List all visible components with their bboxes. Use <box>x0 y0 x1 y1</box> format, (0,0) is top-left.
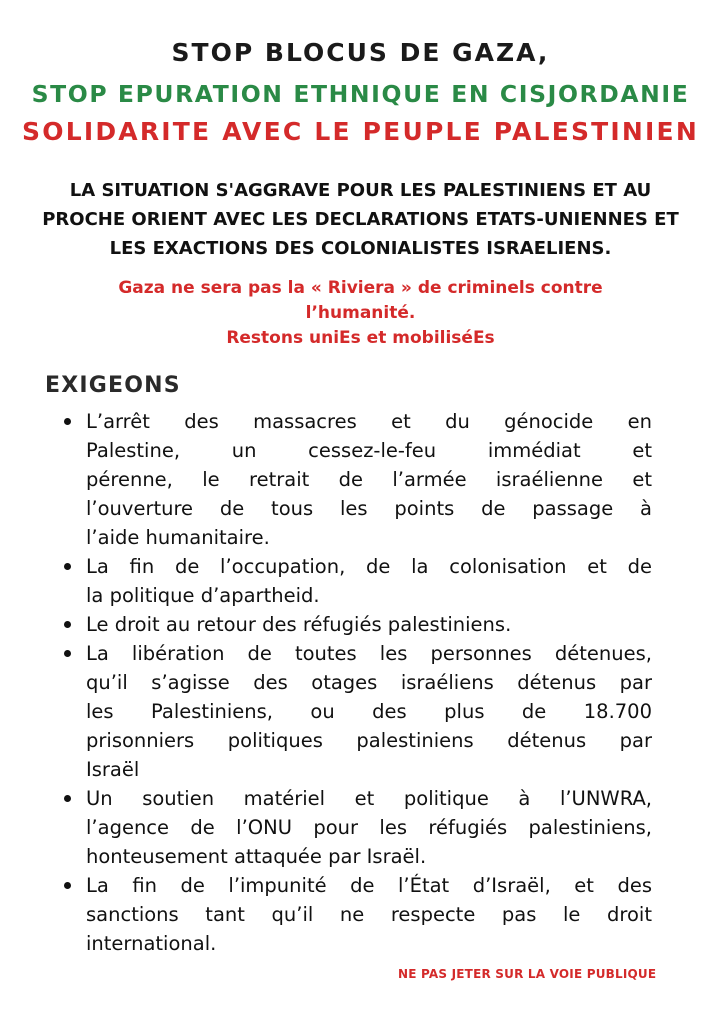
headline-stop-epuration: STOP EPURATION ETHNIQUE EN CISJORDANIE <box>31 80 690 108</box>
demand-line: L’arrêt des massacres et du génocide en <box>86 410 652 433</box>
bullet-icon <box>64 563 71 570</box>
demands-heading: EXIGEONS <box>45 373 181 398</box>
demand-line: La fin de l’impunité de l’État d’Israël, et des <box>86 874 652 897</box>
demand-line: Israël <box>86 758 140 781</box>
demand-line: international. <box>86 932 217 955</box>
list-item <box>52 610 652 639</box>
demand-line: La libération de toutes les personnes détenues, <box>86 642 652 665</box>
headline-solidarite: SOLIDARITE AVEC LE PEUPLE PALESTINIEN <box>22 117 699 146</box>
slogan-line: Restons uniEs et mobiliséEs <box>226 328 495 348</box>
bullet-icon <box>64 621 71 628</box>
demand-line: prisonniers politiques palestiniens détenus par <box>86 729 652 752</box>
slogan-block <box>20 276 701 351</box>
list-item <box>52 784 652 871</box>
bullet-icon <box>64 882 71 889</box>
demand-line: l’ouverture de tous les points de passage à <box>86 497 652 520</box>
slogan-line: l’humanité. <box>305 303 416 323</box>
bullet-icon <box>64 418 71 425</box>
demand-line: La fin de l’occupation, de la colonisation et de <box>86 555 652 578</box>
demand-line: l’aide humanitaire. <box>86 526 270 549</box>
demand-line: qu’il s’agisse des otages israéliens détenus par <box>86 671 652 694</box>
demand-line: Palestine, un cessez-le-feu immédiat et <box>86 439 652 462</box>
demand-line: pérenne, le retrait de l’armée israélienne et <box>86 468 652 491</box>
bullet-icon <box>64 795 71 802</box>
situation-statement <box>20 176 701 263</box>
demand-line: sanctions tant qu’il ne respecte pas le droit <box>86 903 652 926</box>
footer-note: NE PAS JETER SUR LA VOIE PUBLIQUE <box>398 967 657 981</box>
demand-line: les Palestiniens, ou des plus de 18.700 <box>86 700 652 723</box>
list-item <box>52 407 652 552</box>
slogan-line: Gaza ne sera pas la « Riviera » de criminels contre <box>118 278 603 298</box>
situation-line: LA SITUATION S'AGGRAVE POUR LES PALESTINIENS ET AU <box>69 180 652 201</box>
list-item <box>52 639 652 784</box>
demand-line: honteusement attaquée par Israël. <box>86 845 427 868</box>
demand-line: l’agence de l’ONU pour les réfugiés palestiniens, <box>86 816 652 839</box>
demand-line: Le droit au retour des réfugiés palestiniens. <box>86 613 512 636</box>
headline-stop-blocus: STOP BLOCUS DE GAZA, <box>171 38 550 67</box>
list-item <box>52 552 652 610</box>
demand-line: Un soutien matériel et politique à l’UNWRA, <box>86 787 652 810</box>
list-item <box>52 871 652 958</box>
situation-line: PROCHE ORIENT AVEC LES DECLARATIONS ETATS-UNIENNES ET <box>42 209 679 230</box>
bullet-icon <box>64 650 71 657</box>
demands-list <box>52 407 652 958</box>
situation-line: LES EXACTIONS DES COLONIALISTES ISRAELIENS. <box>109 238 612 259</box>
demand-line: la politique d’apartheid. <box>86 584 320 607</box>
